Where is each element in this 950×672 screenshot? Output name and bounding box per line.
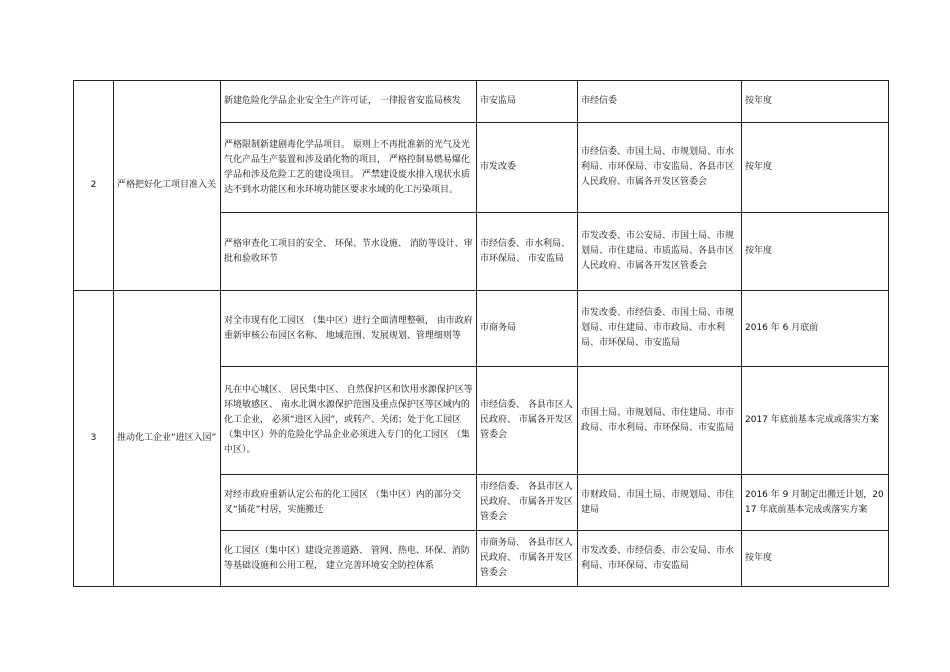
cooperating-departments-cell: 市国土局、市规划局、市住建局、市市政局、市水利局、市环保局、市安监局 bbox=[578, 367, 742, 475]
table-row bbox=[74, 81, 889, 123]
lead-department-cell: 市经信委、市水利局、市环保局、 市安监局 bbox=[477, 213, 578, 291]
cooperating-departments-cell: 市发改委、市经信委、市国土局、市规划局、市住建局、市市政局、市水利局、市环保局、市安监局 bbox=[578, 291, 742, 367]
table-row bbox=[74, 291, 889, 367]
task-table bbox=[73, 80, 889, 587]
lead-department-cell: 市发改委 bbox=[477, 123, 578, 213]
cooperating-departments-cell: 市发改委、市公安局、市国土局、市规划局、市住建局、市质监局、各县市区人民政府、市属各开发区管委会 bbox=[578, 213, 742, 291]
deadline-cell: 按年度 bbox=[742, 531, 889, 587]
task-cell: 严格审查化工项目的安全、 环保、节水设施、 消防等设计、审批和验收环节 bbox=[221, 213, 477, 291]
cooperating-departments-cell: 市经信委、市国土局、市规划局、市水利局、市环保局、市安监局、各县市区人民政府、市属各开发区管委会 bbox=[578, 123, 742, 213]
task-cell: 对全市现有化工园区 （集中区）进行全面清理整顿， 由市政府重新审核公布园区名称、 地域范围、发展规划、管理细则等 bbox=[221, 291, 477, 367]
cooperating-departments-cell: 市经信委 bbox=[578, 81, 742, 123]
deadline-cell: 按年度 bbox=[742, 213, 889, 291]
deadline-cell: 2017 年底前基本完成或落实方案 bbox=[742, 367, 889, 475]
deadline-cell: 按年度 bbox=[742, 81, 889, 123]
cooperating-departments-cell: 市财政局、市国土局、市规划局、市住建局 bbox=[578, 475, 742, 531]
lead-department-cell: 市商务局、 各县市区人民政府、 市属各开发区管委会 bbox=[477, 531, 578, 587]
deadline-cell: 按年度 bbox=[742, 123, 889, 213]
task-cell: 化工园区（集中区）建设完善道路、 管网、热电、环保、消防等基础设施和公用工程， 建立完善环境安全防控体系 bbox=[221, 531, 477, 587]
cooperating-departments-cell: 市发改委、市经信委、市公安局、市水利局、市环保局、市安监局 bbox=[578, 531, 742, 587]
lead-department-cell: 市商务局 bbox=[477, 291, 578, 367]
lead-department-cell: 市经信委、 各县市区人民政府、 市属各开发区管委会 bbox=[477, 367, 578, 475]
group-number: 2 bbox=[74, 81, 114, 291]
group-number: 3 bbox=[74, 291, 114, 587]
task-cell: 严格限制新建剧毒化学品项目。 原则上不再批准新的光气及光气化产品生产装置和涉及硝化物的项目， 严格控制易燃易爆化学品和涉及危险工艺的建设项目。 严禁建设废水排入现状水质达不到水功能区和水环境功能区要求水域的化工污染项目。 bbox=[221, 123, 477, 213]
group-title: 推动化工企业“进区入园” bbox=[114, 291, 221, 587]
task-cell: 凡在中心城区、 居民集中区、 自然保护区和饮用水源保护区等环境敏感区、 南水北调水源保护范围及重点保护区等区域内的化工企业， 必须“进区入园”，或转产、关闭；处于化工园区 （集中区）外的危险化学品企业必须进入专门的化工园区 （集中区）。 bbox=[221, 367, 477, 475]
deadline-cell: 2016 年 9 月制定出搬迁计划，2017 年底前基本完成或落实方案 bbox=[742, 475, 889, 531]
lead-department-cell: 市经信委、 各县市区人民政府、 市属各开发区管委会 bbox=[477, 475, 578, 531]
lead-department-cell: 市安监局 bbox=[477, 81, 578, 123]
task-cell: 新建危险化学品企业安全生产许可证， 一律报省安监局核发 bbox=[221, 81, 477, 123]
group-title: 严格把好化工项目准入关 bbox=[114, 81, 221, 291]
deadline-cell: 2016 年 6 月底前 bbox=[742, 291, 889, 367]
task-cell: 对经市政府重新认定公布的化工园区 （集中区）内的部分交叉“插花”村居，实施搬迁 bbox=[221, 475, 477, 531]
